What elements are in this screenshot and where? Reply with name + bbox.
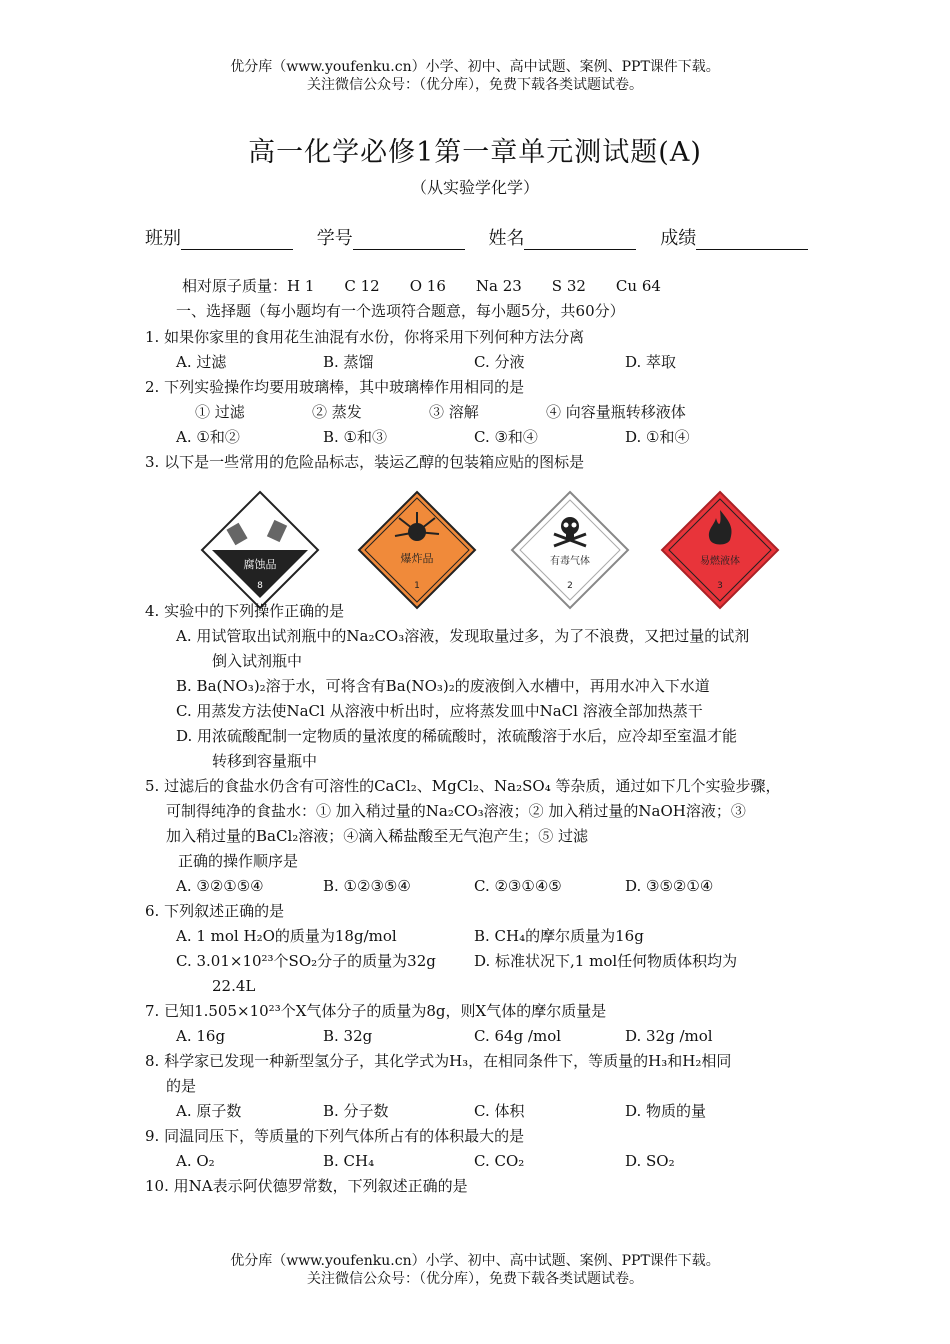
q5-option-b: B. ①②③⑤④ [323,877,411,895]
q6-stem: 6. 下列叙述正确的是 [145,902,285,920]
q1-option-c: C. 分液 [474,353,525,371]
footer-line-2: 关注微信公众号：（优分库），免费下载各类试题试卷。 [307,1271,643,1287]
q7-option-a: A. 16g [176,1027,226,1045]
q9-option-b: B. CH₄ [323,1152,375,1170]
q1-stem: 1. 如果你家里的食用花生油混有水份，你将采用下列何种方法分离 [145,328,585,346]
q9-stem: 9. 同温同压下，等质量的下列气体所占有的体积最大的是 [145,1127,525,1145]
q4-option-b: B. Ba(NO₃)₂溶于水，可将含有Ba(NO₃)₂的废液倒入水槽中，再用水冲入下水道 [176,677,710,695]
q8-line-1: 8. 科学家已发现一种新型氢分子，其化学式为H₃，在相同条件下，等质量的H₃和H₂相同 [145,1052,732,1070]
q4-option-d-cont: 转移到容量瓶中 [212,752,318,770]
number-label: 学号 [316,228,353,249]
q5-line-4: 正确的操作顺序是 [178,852,299,870]
q2-item-4: ④ 向容量瓶转移液体 [546,403,686,421]
toxic-gas-sign [510,490,630,610]
q4-option-a: A. 用试管取出试剂瓶中的Na₂CO₃溶液，发现取量过多，为了不浪费，又把过量的试剂 [176,627,750,645]
class-blank[interactable] [181,229,293,250]
q7-option-d: D. 32g /mol [625,1027,713,1045]
section-heading: 一、选择题（每小题均有一个选项符合题意，每小题5分，共60分） [176,302,625,320]
score-blank[interactable] [696,229,808,250]
q4-option-a-cont: 倒入试剂瓶中 [212,652,303,670]
class-label: 班别 [145,228,181,249]
hazard-signs [190,490,790,610]
q9-option-a: A. O₂ [176,1152,215,1170]
page-title: 高一化学必修1第一章单元测试题(A) [248,137,702,168]
q5-line-1: 5. 过滤后的食盐水仍含有可溶性的CaCl₂、MgCl₂、Na₂SO₄ 等杂质，通过如下几个实验步骤， [145,777,781,795]
student-info-fields [145,224,808,250]
q9-option-c: C. CO₂ [474,1152,525,1170]
q6-option-d-cont: 22.4L [212,977,256,995]
score-label: 成绩 [660,228,697,249]
q2-option-c: C. ③和④ [474,428,538,446]
page-subtitle: （从实验学化学） [410,178,539,197]
q2-item-3: ③ 溶解 [429,403,479,421]
explosive-sign [357,490,477,610]
q6-option-d: D. 标准状况下,1 mol任何物质体积均为 [474,952,738,970]
q4-option-c: C. 用蒸发方法使NaCl 从溶液中析出时，应将蒸发皿中NaCl 溶液全部加热蒸干 [176,702,703,720]
q8-option-d: D. 物质的量 [625,1102,707,1120]
q8-option-c: C. 体积 [474,1102,525,1120]
corrosive-sign [200,490,320,610]
q2-item-2: ② 蒸发 [312,403,362,421]
q8-line-2: 的是 [166,1077,197,1095]
q2-item-1: ① 过滤 [195,403,245,421]
q6-option-a: A. 1 mol H₂O的质量为18g/mol [176,927,397,945]
q4-stem: 4. 实验中的下列操作正确的是 [145,602,345,620]
q1-option-b: B. 蒸馏 [323,353,374,371]
sign-label: 有毒气体 [550,556,590,567]
q5-line-2: 可制得纯净的食盐水：① 加入稍过量的Na₂CO₃溶液；② 加入稍过量的NaOH溶液；③ [166,802,746,820]
q2-option-b: B. ①和③ [323,428,388,446]
q6-option-c: C. 3.01×10²³个SO₂分子的质量为32g [176,952,436,970]
sign-number: 2 [567,581,573,591]
q3-stem: 3. 以下是一些常用的危险品标志，装运乙醇的包装箱应贴的图标是 [145,453,585,471]
q5-option-d: D. ③⑤②①④ [625,877,714,895]
q4-option-d: D. 用浓硫酸配制一定物质的量浓度的稀硫酸时，浓硫酸溶于水后，应冷却至室温才能 [176,727,738,745]
footer-line-1: 优分库（www.youfenku.cn）小学、初中、高中试题、案例、PPT课件下载。 [230,1253,720,1269]
sign-label: 腐蚀品 [243,558,277,571]
header-line-2: 关注微信公众号：（优分库），免费下载各类试题试卷。 [307,77,643,93]
sign-label: 爆炸品 [400,552,434,565]
name-label: 姓名 [488,228,525,249]
name-blank[interactable] [524,229,636,250]
q2-option-a: A. ①和② [176,428,240,446]
sign-number: 8 [257,581,263,591]
q7-option-c: C. 64g /mol [474,1027,562,1045]
q2-option-d: D. ①和④ [625,428,690,446]
q5-option-c: C. ②③①④⑤ [474,877,562,895]
q10-stem: 10. 用NA表示阿伏德罗常数，下列叙述正确的是 [145,1177,468,1195]
sign-number: 1 [414,581,420,591]
number-blank[interactable] [353,229,465,250]
header-line-1: 优分库（www.youfenku.cn）小学、初中、高中试题、案例、PPT课件下载。 [230,59,720,75]
sign-number: 3 [717,581,723,591]
q1-option-d: D. 萃取 [625,353,677,371]
q8-option-a: A. 原子数 [176,1102,242,1120]
q5-line-3: 加入稍过量的BaCl₂溶液；④滴入稀盐酸至无气泡产生；⑤ 过滤 [166,827,589,845]
q2-stem: 2. 下列实验操作均要用玻璃棒，其中玻璃棒作用相同的是 [145,378,525,396]
q8-option-b: B. 分子数 [323,1102,389,1120]
q5-option-a: A. ③②①⑤④ [176,877,264,895]
sign-label: 易燃液体 [700,556,740,567]
q7-stem: 7. 已知1.505×10²³个X气体分子的质量为8g，则X气体的摩尔质量是 [145,1002,607,1020]
q6-option-b: B. CH₄的摩尔质量为16g [474,927,644,945]
q9-option-d: D. SO₂ [625,1152,675,1170]
atomic-mass-line: 相对原子质量：H 1 C 12 O 16 Na 23 S 32 Cu 64 [182,277,661,295]
q1-option-a: A. 过滤 [176,353,227,371]
flammable-liquid-sign [660,490,780,610]
q7-option-b: B. 32g [323,1027,373,1045]
